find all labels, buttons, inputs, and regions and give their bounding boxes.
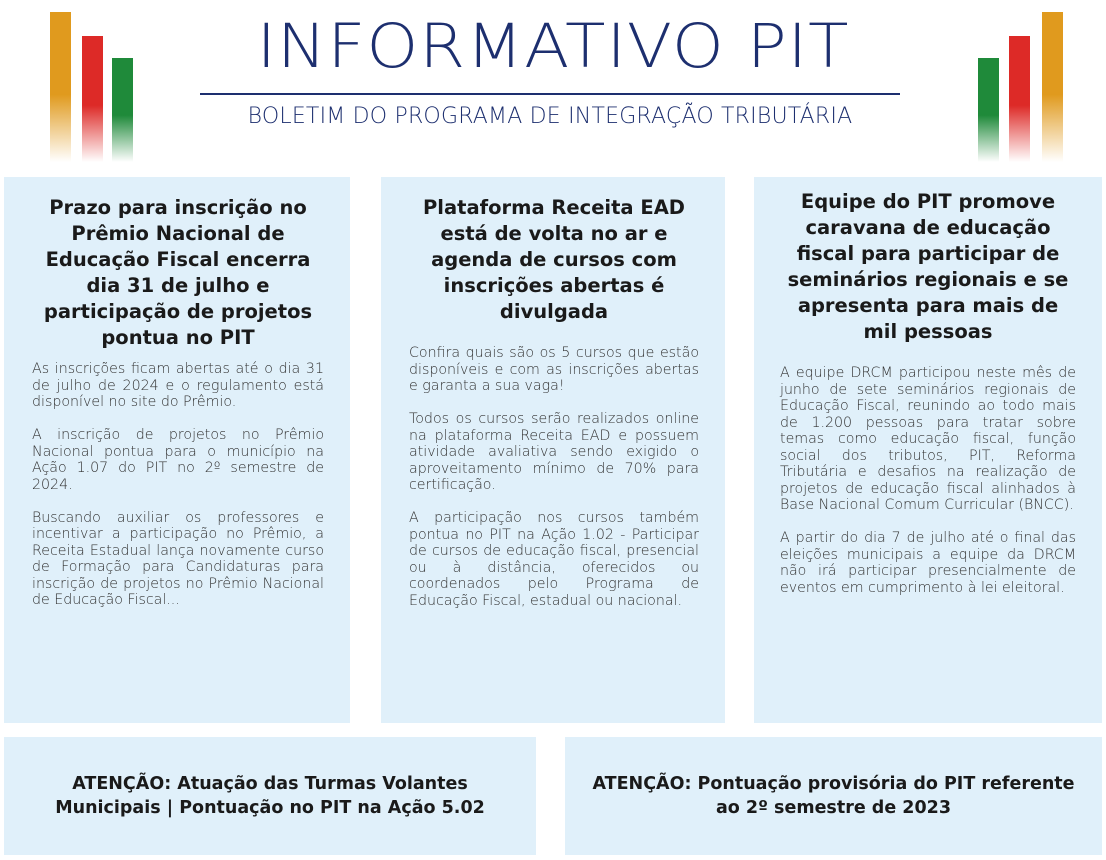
red-bar: [1009, 36, 1030, 162]
newsletter-title: INFORMATIVO PIT: [256, 10, 850, 82]
green-bar: [978, 58, 999, 162]
article-title[interactable]: Equipe do PIT promove caravana de educação fiscal para participar de seminários regionais e se apresenta para mais de mil pessoas: [787, 190, 1069, 343]
article-paragraph: A inscrição de projetos no Prêmio Nacional pontua para o município na Ação 1.07 do PIT no 2º semestre de 2024.: [32, 427, 324, 493]
article-paragraph: A participação nos cursos também pontua no PIT na Ação 1.02 - Participar de cursos de educação fiscal, presencial ou à distância, oferecidos ou coordenados pelo Programa de Educação Fiscal, estadual ou nacional.: [409, 510, 699, 609]
article-paragraph: Confira quais são os 5 cursos que estão disponíveis e com as inscrições abertas e garanta a sua vaga!: [409, 345, 699, 394]
newsletter-subtitle: BOLETIM DO PROGRAMA DE INTEGRAÇÃO TRIBUTÁRIA: [247, 104, 853, 129]
bar-chart-logo-left: [50, 12, 140, 162]
green-bar: [112, 58, 133, 162]
article-card-premio[interactable]: [4, 177, 350, 723]
orange-bar: [1042, 12, 1063, 162]
red-bar: [82, 36, 103, 162]
article-paragraph: A partir do dia 7 de julho até o final das eleições municipais a equipe da DRCM não irá participar presencialmente de eventos em cumprimento à lei eleitoral.: [780, 530, 1076, 596]
attention-banner-pontuacao[interactable]: [565, 737, 1102, 855]
article-paragraph: As inscrições ficam abertas até o dia 31 de julho de 2024 e o regulamento está disponível no site do Prêmio.: [32, 361, 324, 410]
article-paragraph: A equipe DRCM participou neste mês de junho de sete seminários regionais de Educação Fiscal, reunindo ao todo mais de 1.200 pessoas para tratar sobre temas como educação fiscal, função social dos tributos, PIT, Reforma Tributária e desafios na realização de projetos de educação fiscal alinhados à Base Nacional Comum Curricular (BNCC).: [780, 365, 1076, 513]
article-paragraph: Buscando auxiliar os professores e incentivar a participação no Prêmio, a Receita Estadual lança novamente curso de Formação para Candidaturas para inscrição de projetos no Prêmio Nacional de Educação Fiscal...: [32, 509, 324, 608]
orange-bar: [50, 12, 71, 162]
article-card-receita-ead[interactable]: [381, 177, 725, 723]
article-card-caravana[interactable]: [754, 177, 1102, 723]
article-title[interactable]: Prazo para inscrição no Prêmio Nacional de Educação Fiscal encerra dia 31 de julho e participação de projetos pontua no PIT: [43, 196, 313, 349]
bar-chart-logo-right: [975, 12, 1065, 162]
article-title[interactable]: Plataforma Receita EAD está de volta no ar e agenda de cursos com inscrições abertas é divulgada: [423, 196, 685, 323]
title-divider: [200, 93, 900, 95]
attention-banner-turmas-volantes[interactable]: [4, 737, 536, 855]
banner-text[interactable]: ATENÇÃO: Atuação das Turmas Volantes Municipais | Pontuação no PIT na Ação 5.02: [55, 774, 485, 818]
banner-text[interactable]: ATENÇÃO: Pontuação provisória do PIT referente ao 2º semestre de 2023: [592, 774, 1075, 818]
article-paragraph: Todos os cursos serão realizados online na plataforma Receita EAD e possuem atividade avaliativa sendo exigido o aproveitamento mínimo de 70% para certificação.: [409, 411, 699, 493]
